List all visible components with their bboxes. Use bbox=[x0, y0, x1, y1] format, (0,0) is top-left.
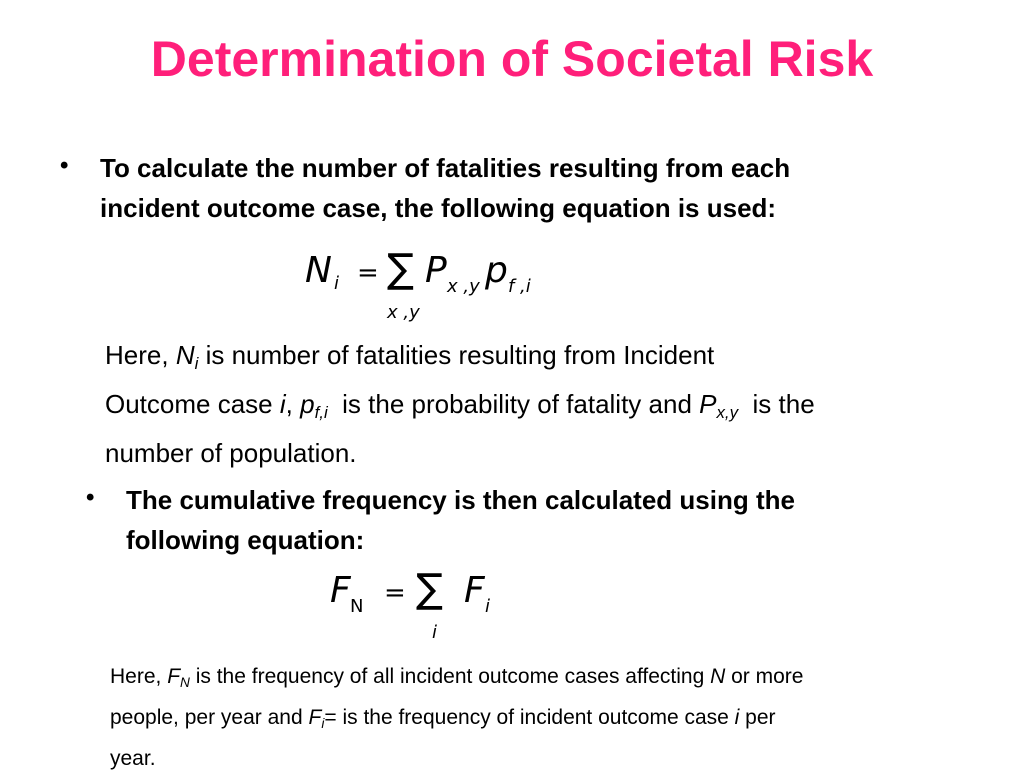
var-p bbox=[300, 389, 328, 423]
explanation-2-line-3: year. bbox=[110, 747, 156, 771]
eq1-term2: p bbox=[485, 250, 508, 291]
bullet-2-line-1: The cumulative frequency is then calculated using the bbox=[126, 485, 795, 515]
explanation-1 bbox=[105, 335, 985, 474]
explanation-2-line-2 bbox=[110, 700, 990, 741]
text: P bbox=[699, 389, 717, 420]
text: per bbox=[739, 706, 776, 730]
eq2-lhs: F bbox=[330, 570, 351, 611]
eq2-sum-index: i bbox=[432, 622, 438, 643]
var-sub: x,y bbox=[716, 403, 739, 423]
text: or more bbox=[725, 665, 804, 688]
text: is the frequency of all incident outcome cases affecting bbox=[189, 665, 711, 688]
slide-title: Determination of Societal Risk bbox=[150, 31, 874, 87]
var-sub: N bbox=[180, 675, 190, 691]
bullet-marker-2: • bbox=[86, 484, 95, 511]
explanation-2 bbox=[110, 659, 990, 776]
bullet-marker-1: • bbox=[60, 152, 69, 179]
eq1-term1-sub: x ,y bbox=[447, 276, 480, 297]
explanation-1-line-3: number of population. bbox=[105, 438, 357, 469]
bullet-1 bbox=[100, 148, 790, 228]
text: people, per year and bbox=[110, 706, 309, 730]
var-i: i bbox=[734, 706, 740, 730]
var-sub: i bbox=[194, 354, 199, 374]
explanation-1-line-2 bbox=[105, 384, 985, 433]
text: F bbox=[308, 706, 322, 730]
equation-cumulative-frequency bbox=[330, 566, 530, 650]
var-fn bbox=[167, 665, 190, 691]
text: is the probability of fatality and bbox=[327, 389, 700, 420]
eq2-lhs-sub: N bbox=[350, 596, 364, 617]
var-i: i bbox=[279, 389, 286, 420]
eq2-sigma: ∑ bbox=[416, 566, 443, 612]
bullet-1-line-1: To calculate the number of fatalities resulting from each bbox=[100, 153, 791, 183]
eq2-equals: = bbox=[384, 578, 406, 608]
eq1-term1: P bbox=[425, 250, 447, 291]
text: F bbox=[167, 665, 181, 688]
text: Outcome case bbox=[105, 389, 280, 420]
explanation-2-line-1 bbox=[110, 659, 990, 700]
bullet-1-line-2: incident outcome case, the following equation is used: bbox=[100, 193, 777, 223]
text: p bbox=[300, 389, 315, 420]
eq1-lhs-sub: i bbox=[334, 273, 340, 294]
text: Here, bbox=[110, 665, 168, 688]
eq1-lhs: N bbox=[305, 250, 332, 291]
var-pxy bbox=[699, 389, 739, 423]
eq2-term-sub: i bbox=[485, 596, 491, 617]
text: , bbox=[285, 389, 301, 420]
explanation-1-line-1 bbox=[105, 335, 985, 384]
text: Here, bbox=[105, 340, 176, 370]
equation-fatalities bbox=[305, 246, 545, 330]
eq2-term: F bbox=[464, 570, 485, 611]
text: is number of fatalities resulting from Incident bbox=[198, 340, 715, 370]
eq1-sum-index: x ,y bbox=[387, 302, 420, 323]
var-sub: f,i bbox=[314, 403, 328, 423]
eq1-equals: = bbox=[357, 258, 379, 288]
var-n: N bbox=[710, 665, 726, 688]
var-sub: i bbox=[321, 716, 325, 732]
var-fi bbox=[308, 706, 325, 732]
eq1-term2-sub: f ,i bbox=[508, 276, 531, 297]
bullet-2-line-2: following equation: bbox=[126, 525, 365, 555]
text: = is the frequency of incident outcome case bbox=[324, 706, 735, 730]
eq1-sigma: ∑ bbox=[387, 246, 414, 292]
text: N bbox=[175, 340, 195, 370]
bullet-2 bbox=[126, 480, 795, 560]
var-n bbox=[175, 340, 199, 374]
text: is the bbox=[738, 389, 815, 420]
